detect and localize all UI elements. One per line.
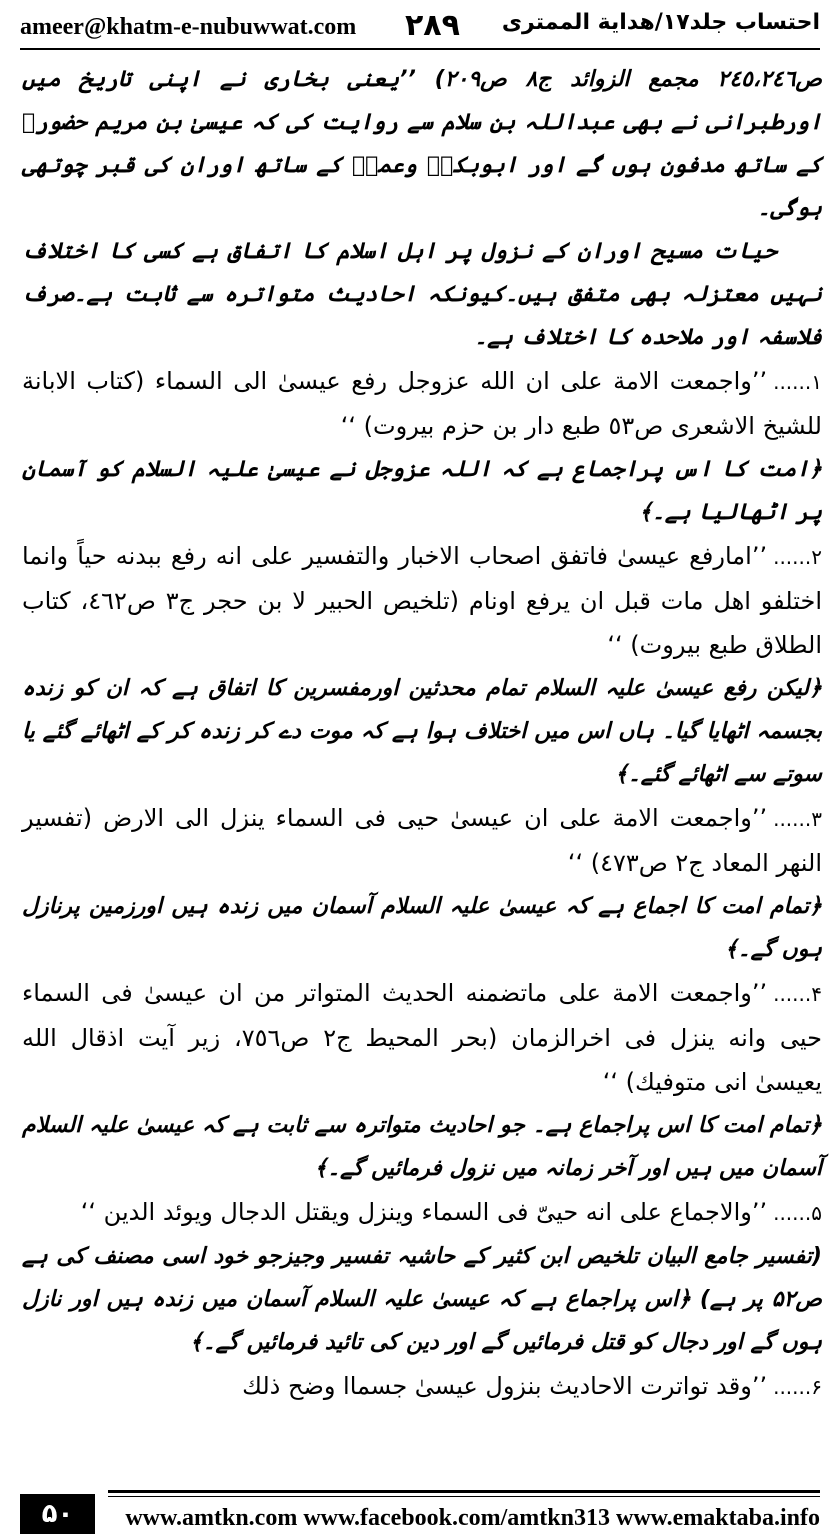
intro-paragraph: ص۲٤٥،۲٤٦ مجمع الزوائد ج۸ ص۲۰۹) ’’یعنی بخاری نے اپنی تاریخ میں اورطبرانی نے بھی عبداللہ بن سلام سے روایت کی کہ عیسیٰ بن مریم حضورﷺ کے ساتھ مدفون ہوں گے اور ابوبکرؓ وعمرؓ کے ساتھ اوران کی قبر چوتھی ہوگی۔ (22, 67, 822, 221)
item-number: ۱...... (773, 370, 822, 394)
arabic-quote: ’’واجمعت الامة على ان عيسىٰ حيى فى السماء ينزل الى الارض (تفسير النهر المعاد ج۲ ص٤٧٣) ‘‘ (22, 804, 822, 877)
footer-links[interactable]: www.amtkn.com www.facebook.com/amtkn313 www.emaktaba.info (125, 1505, 820, 1531)
urdu-translation: ﴿تمام امت کا اجماع ہے کہ عیسیٰ علیہ السلام آسمان میں زندہ ہیں اورزمین پرنازل ہوں گے۔﴾ (22, 894, 822, 962)
footer-page-number: ۵۰ (20, 1494, 95, 1534)
body-paragraph: حیات مسیح اوران کے نزول پر اہل اسلام کا اتفاق ہے کسی کا اختلاف نہیں معتزلہ بھی متفق ہیں۔کیونکہ احادیث متواترہ سے ثابت ہے۔صرف فلاسفہ اور ملاحدہ کا اختلاف ہے۔ (22, 239, 822, 350)
arabic-quote: ’’امارفع عيسىٰ فاتفق اصحاب الاخبار والتفسير على انه رفع ببدنه حياً وانما اختلفو اهل مات قبل ان يرفع اونام (تلخيص الحبير لا بن حجر ج۳ ص٤٦٢، كتاب الطلاق طبع بيروت) ‘‘ (22, 542, 822, 659)
page-body (22, 58, 822, 1409)
item-number: ۵...... (773, 1201, 822, 1225)
footer-rule (108, 1490, 820, 1493)
arabic-quote: ’’وقد تواترت الاحاديث بنزول عيسىٰ جسماا وضح ذلك (242, 1372, 768, 1400)
footer-rule-thin (108, 1496, 820, 1497)
item-number: ۴...... (773, 982, 822, 1006)
header-email: ameer@khatm-e-nubuwwat.com (20, 14, 357, 40)
quote-item-3 (22, 796, 822, 971)
item-number: ۶...... (773, 1375, 822, 1399)
urdu-translation: ﴿امت کا اس پراجماع ہے کہ اللہ عزوجل نے عیسیٰ علیہ السلام کو آسمان پر اٹھالیا ہے۔﴾ (22, 457, 822, 525)
quote-item-5 (22, 1190, 822, 1364)
page-header (20, 8, 820, 44)
arabic-quote: ’’واجمعت الامة على ان الله عزوجل رفع عيسىٰ الى السماء (كتاب الابانة للشيخ الاشعرى ص٥٣ طبع دار بن حزم بيروت) ‘‘ (22, 367, 822, 440)
header-title: احتساب جلد۱۷/ھدایة الممتری (501, 10, 820, 35)
header-page-number: ۲۸۹ (405, 8, 460, 43)
quote-item-6 (22, 1364, 822, 1409)
quote-item-4 (22, 971, 822, 1190)
item-number: ۲...... (773, 545, 822, 569)
page-footer (20, 1488, 820, 1534)
quote-item-2 (22, 534, 822, 796)
urdu-translation: ﴿تمام امت کا اس پراجماع ہے۔ جو احادیث متواترہ سے ثابت ہے کہ عیسیٰ علیہ السلام آسمان میں ہیں اور آخر زمانہ میں نزول فرمائیں گے۔﴾ (22, 1113, 822, 1181)
arabic-quote: ’’واجمعت الامة على ماتضمنه الحديث المتواتر من ان عيسىٰ فى السماء حيى وانه ينزل فى اخرالزمان (بحر المحيط ج۲ ص٧٥٦، زير آيت اذقال الله يعيسىٰ انى متوفيك) ‘‘ (22, 979, 822, 1096)
quote-item-1 (22, 359, 822, 534)
urdu-translation: (تفسیر جامع البیان تلخیص ابن کثیر کے حاشیہ تفسیر وجیزجو خود اسی مصنف کی ہے ص۵۲ پر ہے) ﴿اس پراجماع ہے کہ عیسیٰ علیہ السلام آسمان میں زندہ ہیں اور نازل ہوں گے اور دجال کو قتل فرمائیں گے اور دین کی تائید فرمائیں گے۔﴾ (22, 1244, 822, 1355)
arabic-quote: ’’والاجماع على انه حيىّ فى السماء وينزل ويقتل الدجال ويوئد الدين ‘‘ (80, 1198, 768, 1226)
urdu-translation: ﴿لیکن رفع عیسیٰ علیہ السلام تمام محدثین اورمفسرین کا اتفاق ہے کہ ان کو زندہ بجسمہ اٹھایا گیا۔ ہاں اس میں اختلاف ہوا ہے کہ موت دے کر زندہ کر کے اٹھائے گئے یا سوتے سے اٹھائے گئے۔﴾ (22, 676, 822, 787)
header-rule (20, 48, 820, 50)
item-number: ۳...... (773, 807, 822, 831)
